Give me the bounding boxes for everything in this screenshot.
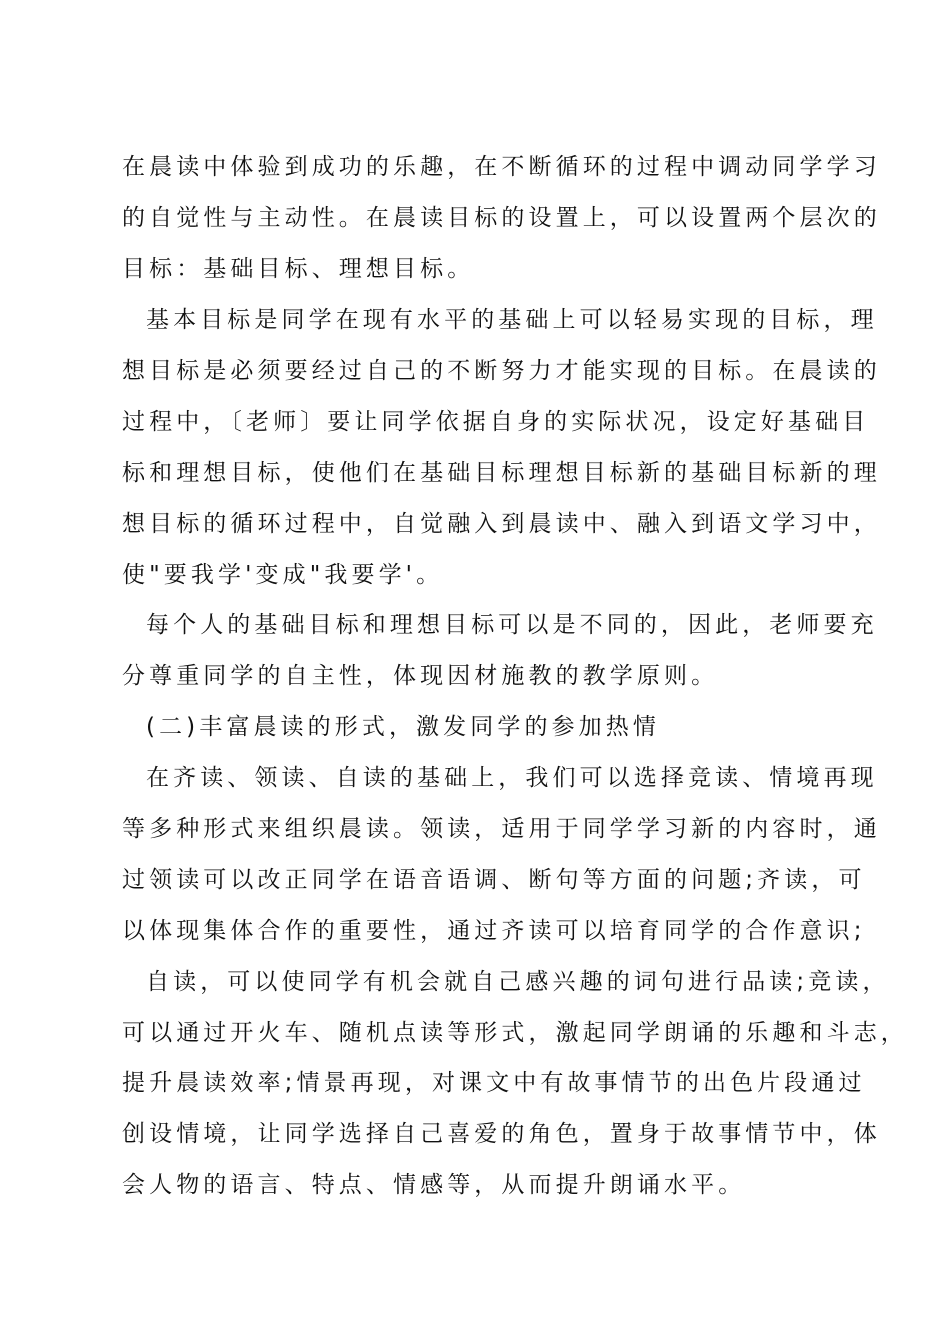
text-line: 创设情境，让同学选择自己喜爱的角色，置身于故事情节中，体 [122, 1121, 881, 1147]
text-line: 过领读可以改正同学在语音语调、断句等方面的问题;齐读，可 [122, 867, 866, 893]
paragraph-start-line: 在齐读、领读、自读的基础上，我们可以选择竞读、情境再现 [146, 765, 878, 791]
text-line: 使"要我学'变成"我要学'。 [122, 562, 444, 588]
text-line: 标和理想目标，使他们在基础目标理想目标新的基础目标新的理 [122, 460, 881, 486]
text-line: 以体现集体合作的重要性，通过齐读可以培育同学的合作意识; [122, 918, 866, 944]
text-line: 提升晨读效率;情景再现，对课文中有故事情节的出色片段通过 [122, 1070, 866, 1096]
text-line: 会人物的语言、特点、情感等，从而提升朗诵水平。 [122, 1172, 746, 1198]
text-line: 目标：基础目标、理想目标。 [122, 256, 475, 282]
text-line: 在晨读中体验到成功的乐趣，在不断循环的过程中调动同学学习 [122, 154, 881, 180]
section-heading: (二)丰富晨读的形式，激发同学的参加热情 [146, 714, 660, 740]
text-line: 分尊重同学的自主性，体现因材施教的教学原则。 [122, 663, 719, 689]
text-line: 等多种形式来组织晨读。领读，适用于同学学习新的内容时，通 [122, 816, 881, 842]
paragraph-start-line: 自读，可以使同学有机会就自己感兴趣的词句进行品读;竞读， [146, 969, 890, 995]
paragraph-start-line: 每个人的基础目标和理想目标可以是不同的，因此，老师要充 [146, 612, 878, 638]
text-line: 的自觉性与主动性。在晨读目标的设置上，可以设置两个层次的 [122, 205, 881, 231]
text-line: 想目标的循环过程中，自觉融入到晨读中、融入到语文学习中， [122, 511, 881, 537]
text-line: 想目标是必须要经过自己的不断努力才能实现的目标。在晨读的 [122, 358, 881, 384]
paragraph-start-line: 基本目标是同学在现有水平的基础上可以轻易实现的目标，理 [146, 307, 878, 333]
text-line: 过程中，〔老师〕要让同学依据自身的实际状况，设定好基础目 [122, 409, 870, 435]
text-line: 可以通过开火车、随机点读等形式，激起同学朗诵的乐趣和斗志， [122, 1020, 908, 1046]
